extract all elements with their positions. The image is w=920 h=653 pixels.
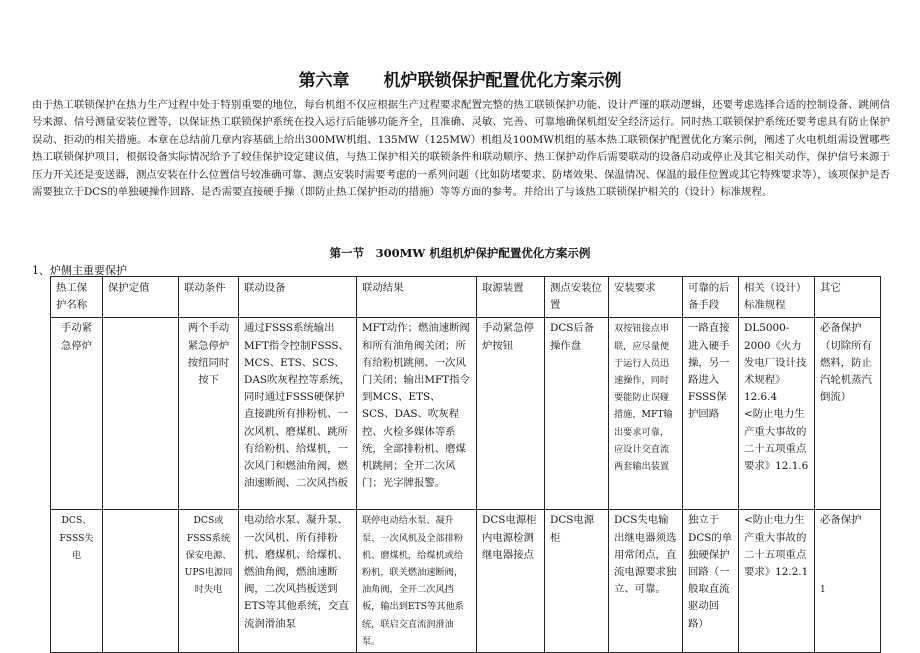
- cell-interlock-equipment: 通过FSSS系统输出MFT指令控制FSSS、MCS、ETS、SCS、DAS吹灰程控等系统，同时通过FSSS硬保护直接跳所有排粉机、一次风机、磨煤机、跳所有给粉机、给煤机，一次风门和燃油角阀，燃油速断阀、二次风挡板: [239, 318, 357, 510]
- cell-interlock-result: 联停电动给水泵、凝升泵、一次风机及全部排粉机、磨煤机，给煤机或给粉机，联关燃油速断阀，油角阀，全开二次风挡板，输出到ETS等其他系统，联启交直流润滑油泵。: [357, 510, 477, 653]
- subheading: 1、炉侧主重要保护: [32, 264, 127, 277]
- cell-install-requirements: DCS失电输出继电器须选用常闭点，直流电源要求独立、可靠。: [609, 510, 683, 653]
- page-number: 1: [820, 585, 826, 595]
- cell-setpoint: [103, 510, 179, 653]
- cell-other: 必备保护（切除所有燃料，防止汽轮机蒸汽倒流）: [815, 318, 881, 510]
- chapter-title: 第六章 机炉联锁保护配置优化方案示例: [298, 71, 622, 91]
- cell-measuring-point: DCS电源柜: [545, 510, 609, 653]
- table-header-row: [51, 277, 881, 318]
- header-interlock-equipment: 联动设备: [239, 277, 357, 318]
- cell-install-requirements: 双按钮接点串联，应尽量便于运行人员迅速操作，同时要能防止误碰措施，MFT输出要求可靠，应设计交直流两套输出装置: [609, 318, 683, 510]
- cell-backup-means: 独立于DCS的单独硬保护回路（一般取直流驱动回路）: [683, 510, 739, 653]
- table-row: [51, 318, 881, 510]
- cell-standards: DL5000-2000《火力发电厂设计技术规程》12.6.4 <防止电力生产重大事故的二十五项重点要求》12.1.6: [739, 318, 815, 510]
- header-interlock-result: 联动结果: [357, 277, 477, 318]
- protection-table: [50, 276, 881, 653]
- header-backup-means: 可靠的后备手段: [683, 277, 739, 318]
- header-install-requirements: 安装要求: [609, 277, 683, 318]
- section-title: 第一节 300MW 机组机炉保护配置优化方案示例: [329, 246, 591, 260]
- cell-protection-name: 手动紧急停炉: [51, 318, 103, 510]
- cell-setpoint: [103, 318, 179, 510]
- cell-other: 必备保护: [815, 510, 881, 653]
- cell-interlock-condition: 两个手动紧急停炉按纽同时按下: [179, 318, 239, 510]
- cell-standards: <防止电力生产重大事故的二十五项重点要求》12.2.1: [739, 510, 815, 653]
- cell-source-device: DCS电源柜内电源检测继电器接点: [477, 510, 545, 653]
- cell-interlock-condition: DCS或FSSS系统保安电源、UPS电源同时失电: [179, 510, 239, 653]
- header-protection-name: 热工保护名称: [51, 277, 103, 318]
- cell-source-device: 手动紧急停炉按钮: [477, 318, 545, 510]
- header-interlock-condition: 联动条件: [179, 277, 239, 318]
- header-standards: 相关（设计）标准规程: [739, 277, 815, 318]
- header-other: 其它: [815, 277, 881, 318]
- header-setpoint: 保护定值: [103, 277, 179, 318]
- cell-backup-means: 一路直接进入硬手操，另一路进入FSSS保护回路: [683, 318, 739, 510]
- table-row: [51, 510, 881, 653]
- cell-interlock-result: MFT动作；燃油速断阀和所有油角阀关闭；所有给粉机跳闸、一次风门关闭；输出MFT指令到MCS、ETS、SCS、DAS、吹灰程控、火检多媒体等系统，全部排粉机、磨煤机跳闸；全开二次风门；光字牌报警。: [357, 318, 477, 510]
- header-source-device: 取源装置: [477, 277, 545, 318]
- header-measuring-point: 测点安装位置: [545, 277, 609, 318]
- intro-paragraph: 由于热工联锁保护在热力生产过程中处于特别重要的地位，每台机组不仅应根据生产过程要求配置完整的热工联锁保护功能、设计严谨的联动逻辑，还要考虑选择合适的控制设备、跳闸信号来源、信号测量安装位置等，以保证热工联锁保护系统在投入运行后能够功能齐全，且准确、灵敏、完善、可靠地确保机组安全经济运行。同时热工联锁保护系统还要考虑具有防止保护误动、拒动的相关措施。本章在总结前几章内容基础上给出300MW机组、135MW（125MW）机组及100MW机组的基本热工联锁保护配置优化方案示例，阐述了火电机组需设置哪些热工联锁保护项目，根据设备实际情况给予了较佳保护设定建议值，与热工保护相关的联锁条件和联动顺序、热工保护动作后需要联动的设备启动或停止及其它相关动作，保护信号来源于压力开关还是变送器，测点安装在什么位置信号较准确可靠、测点安装时需要考虑的一系列问题（比如防堵要求、防堵效果、保温情况、保温的最佳位置或其它特殊要求等），该项保护是否需要独立于DCS的单独硬操作回路、是否需要直接硬手操（即防止热工保护拒动的措施）等等方面的参考。并给出了与该热工联锁保护相关的（设计）标准规程。: [32, 99, 890, 199]
- cell-protection-name: DCS、FSSS失电: [51, 510, 103, 653]
- cell-measuring-point: DCS后备操作盘: [545, 318, 609, 510]
- cell-interlock-equipment: 电动给水泵、凝升泵、一次风机、所有排粉机、磨煤机、给煤机、燃油角阀，燃油速断阀，二次风挡板送到ETS等其他系统，交直流润滑油泵: [239, 510, 357, 653]
